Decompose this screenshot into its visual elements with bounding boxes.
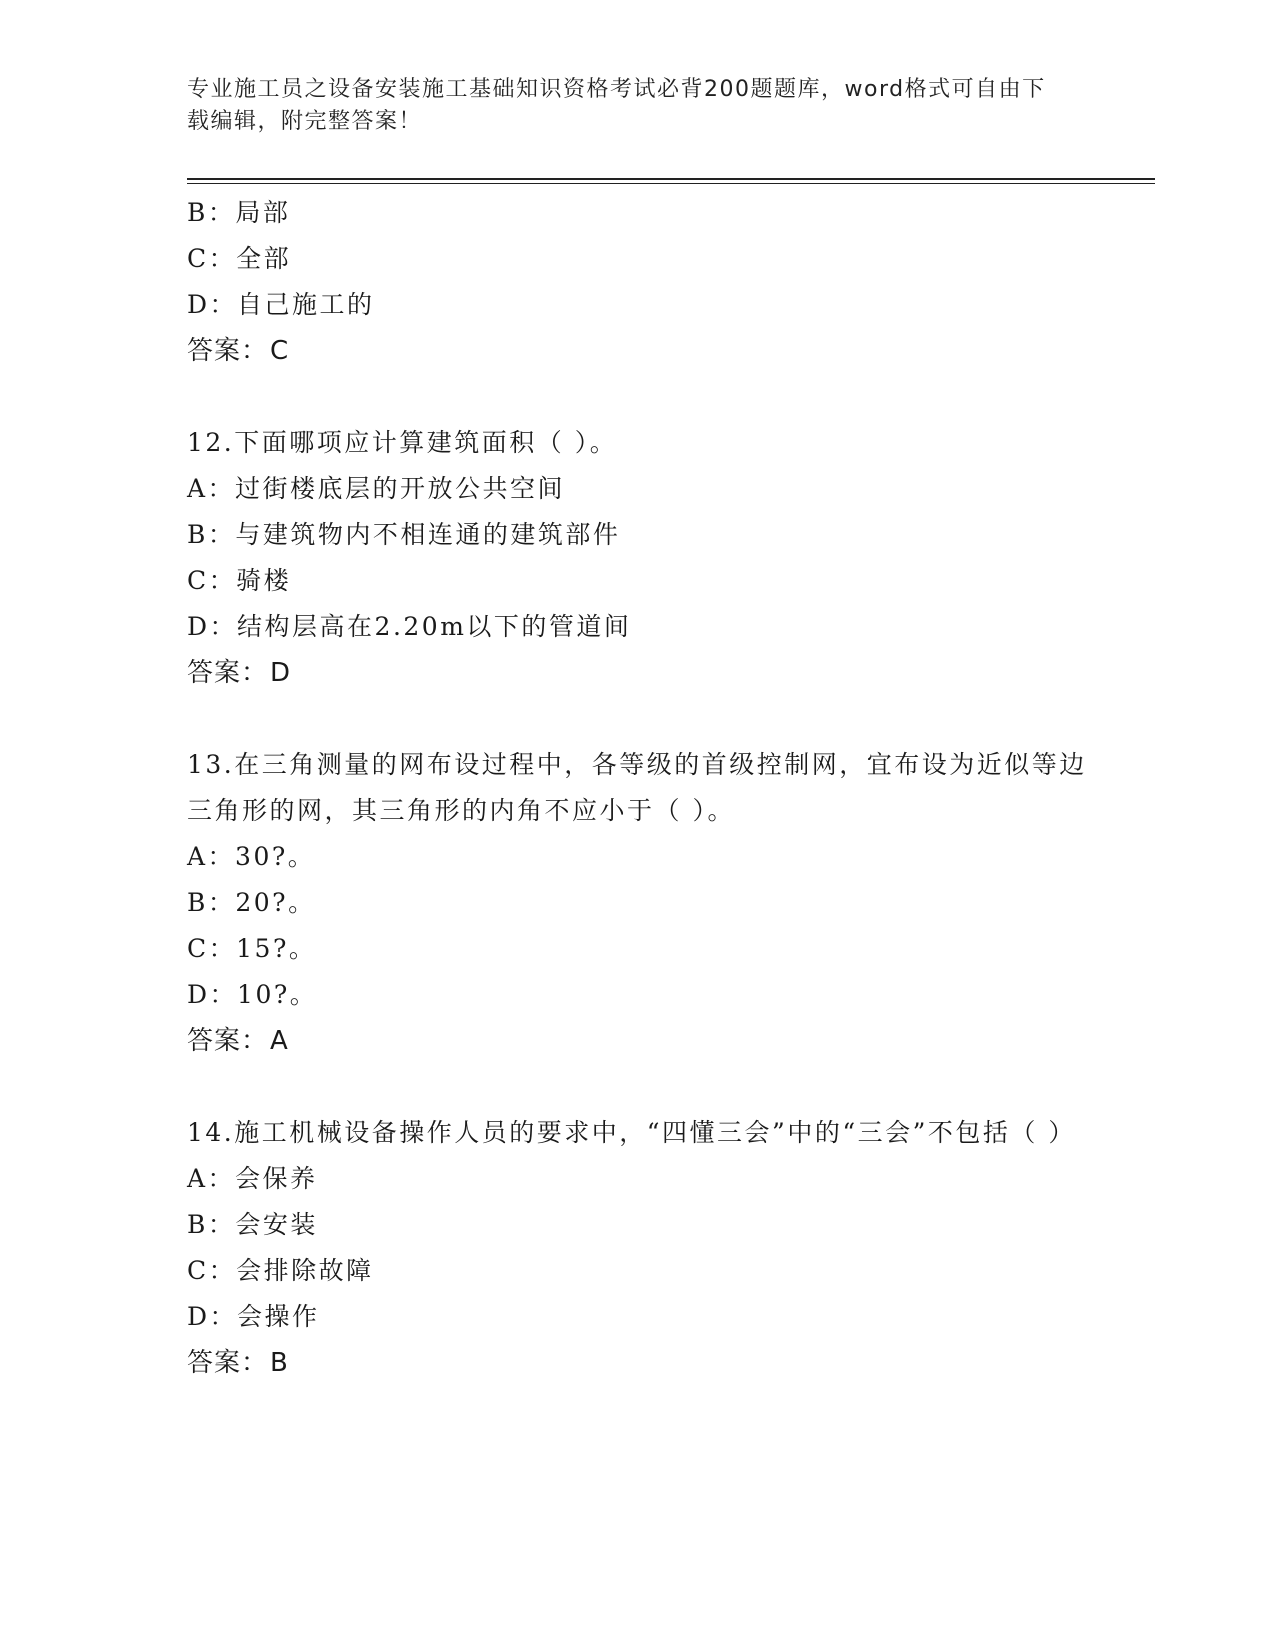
option-c: C：骑楼 <box>187 566 292 595</box>
option-a: A：过街楼底层的开放公共空间 <box>187 474 566 503</box>
option-d: D：结构层高在2.20m以下的管道间 <box>187 612 632 641</box>
answer-line <box>187 328 1087 374</box>
question-block-13 <box>187 742 1087 1064</box>
answer-value: C <box>270 336 290 366</box>
option-a: A：30?。 <box>187 842 316 871</box>
answer-label: 答案： <box>187 658 269 688</box>
question-list <box>187 190 1087 1386</box>
question-block-12 <box>187 420 1087 696</box>
option-b: B：会安装 <box>187 1210 318 1239</box>
header-rule <box>187 178 1155 180</box>
question-stem: 14.施工机械设备操作人员的要求中，“四懂三会”中的“三会”不包括（ ） <box>187 1118 1076 1147</box>
option-b: B：局部 <box>187 198 291 227</box>
question-block-14 <box>187 1110 1087 1386</box>
answer-line <box>187 1340 1087 1386</box>
spacer <box>187 374 1087 420</box>
document-header: 专业施工员之设备安装施工基础知识资格考试必背200题题库，word格式可自由下载编辑，附完整答案！ <box>187 77 1046 134</box>
answer-line <box>187 650 1087 696</box>
option-c: C：会排除故障 <box>187 1256 374 1285</box>
question-block-11 <box>187 190 1087 374</box>
answer-line <box>187 1018 1087 1064</box>
option-b: B：与建筑物内不相连通的建筑部件 <box>187 520 621 549</box>
option-c: C：15?。 <box>187 934 317 963</box>
option-b: B：20?。 <box>187 888 316 917</box>
answer-label: 答案： <box>187 336 269 366</box>
spacer <box>187 696 1087 742</box>
header-rule-thin <box>187 183 1155 184</box>
answer-value: D <box>270 658 292 688</box>
question-stem: 12.下面哪项应计算建筑面积（ ）。 <box>187 428 618 457</box>
question-stem: 13.在三角测量的网布设过程中，各等级的首级控制网，宜布设为近似等边三角形的网，其三角形的内角不应小于（ ）。 <box>187 750 1087 825</box>
option-d: D：自己施工的 <box>187 290 375 319</box>
option-d: D：会操作 <box>187 1302 320 1331</box>
option-c: C：全部 <box>187 244 292 273</box>
option-d: D：10?。 <box>187 980 318 1009</box>
answer-value: A <box>270 1026 289 1056</box>
answer-label: 答案： <box>187 1348 269 1378</box>
option-a: A：会保养 <box>187 1164 318 1193</box>
answer-label: 答案： <box>187 1026 269 1056</box>
answer-value: B <box>270 1348 289 1378</box>
spacer <box>187 1064 1087 1110</box>
